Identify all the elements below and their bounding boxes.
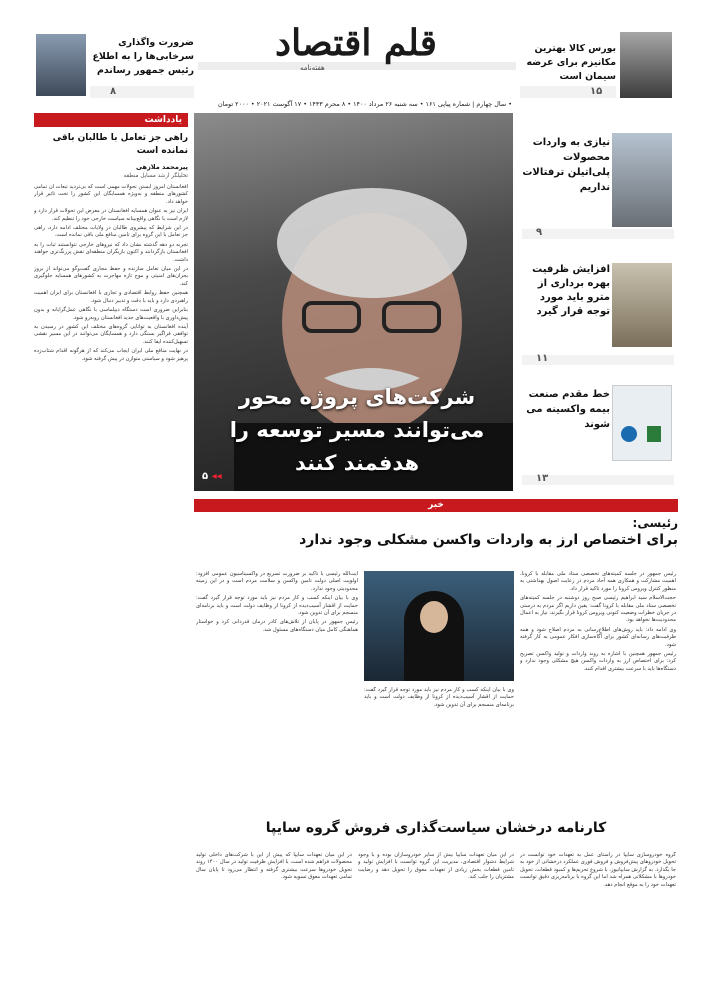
note-label-bar [34, 113, 188, 127]
news-paragraph: حجت‌الاسلام سید ابراهیم رئیسی صبح روز دوشنبه در جلسه کمیته‌های تخصصی ستاد ملی مقابله با کرونا گفت: یقین داریم اگر مردم به درستی در جریان خطرات وضعیت کنونی ویروس کرونا قرار بگیرند، نیاز به اعمال محدودیت‌ها نخواهد بود. [520, 595, 676, 624]
news-kicker: رئیسی: [632, 516, 678, 530]
hero-headline[interactable]: شرکت‌های پروژه محور می‌توانند مسیر توسعه را هدفمند کنند [229, 385, 485, 475]
note-paragraph: ایران نیز به عنوان همسایه افغانستان در معرض این تحولات قرار دارد و لازم است با نگاهی واقع‌بینانه سیاست خارجی خود را تنظیم کند. [34, 208, 188, 222]
right-item-3-page: ۱۳ [536, 473, 549, 484]
note-column [34, 113, 188, 993]
news-paragraph: وی ادامه داد: باید روش‌های اطلاع‌رسانی به مردم اصلاح شود و همه ظرفیت‌های رسانه‌ای کشور برای آگاه‌سازی افکار عمومی به کار گرفته شود. [520, 626, 676, 648]
news-col-left [196, 571, 358, 803]
right-item-2-photo [612, 263, 672, 347]
masthead [0, 0, 709, 112]
note-paragraph: بنابراین ضروری است دستگاه دیپلماسی با نگاهی عمل‌گرایانه و بدون پیش‌داوری با واقعیت‌های جدید افغانستان روبه‌رو شود. [34, 307, 188, 321]
news-paragraph: رئیس جمهور در جلسه کمیته‌های تخصصی ستاد ملی مقابله با کرونا، اهمیت مشارکت و همکاری همه آحاد مردم در رعایت اصول بهداشتی به منظور کنترل ویروس کرونا را مورد تاکید قرار داد. [520, 571, 676, 592]
left-teaser-title[interactable]: ضرورت واگذاری سرخابی‌ها را به اطلاع رئیس جمهور رساندم [92, 37, 194, 76]
note-paragraph: همچنین حفظ روابط اقتصادی و تجاری با افغانستان برای ایران اهمیت راهبردی دارد و باید با دقت و تدبیر دنبال شود. [34, 290, 188, 304]
note-label: یادداشت [144, 115, 182, 125]
right-item-1-page: ۹ [536, 227, 543, 238]
news-section [194, 499, 678, 809]
news-photo-face [420, 601, 448, 633]
note-paragraph: افغانستان امروز آبستن تحولات مهمی است که بی‌تردید تبعات آن تمامی کشورهای منطقه و به‌ویژه همسایگان این کشور را تحت تاثیر قرار خواهد داد. [34, 184, 188, 205]
masthead-logo [266, 18, 446, 78]
note-body [34, 184, 188, 984]
note-paragraph: در نهایت منافع ملی ایران ایجاب می‌کند که از هرگونه اقدام شتاب‌زده پرهیز شود و سیاستی متوازن در پیش گرفته شود. [34, 348, 188, 362]
right-item-2-title[interactable]: افزایش ظرفیت بهره برداری از مترو باید مورد توجه قرار گیرد [532, 264, 610, 317]
left-teaser-pagebar [90, 86, 194, 98]
news-col-right [520, 571, 676, 803]
right-item-2-page: ۱۱ [536, 353, 549, 364]
note-paragraph: در این میان تعامل سازنده و حفظ مجاری گفت‌وگو می‌تواند از بروز بحران‌های امنیتی و موج تازه مهاجرت به کشورهای همسایه جلوگیری کند. [34, 266, 188, 287]
hero-page [202, 471, 222, 482]
right-item-3-photo [612, 385, 672, 461]
left-teaser-page: ۸ [110, 86, 117, 97]
right-item-1-title[interactable]: نیازی به واردات محصولات پلی‌اتیلن ترفتالات نداریم [522, 137, 610, 193]
note-title[interactable]: راهی جز تعامل با طالبان باقی نمانده است [52, 133, 188, 156]
logo-subtitle: هفته‌نامه [300, 64, 325, 72]
news-headline[interactable]: برای اختصاص ارز به واردات واکسن مشکلی وجود ندارد [299, 532, 678, 548]
news-paragraph: وی با بیان اینکه کسب و کار مردم نیز باید مورد توجه قرار گیرد گفت: حمایت از اقشار آسیب‌دیده از کرونا از وظایف دولت است و باید برنامه‌ای منسجم برای آن تدوین شود. [196, 595, 358, 617]
bottom-col-mid: در این میان تعهدات سایپا بیش از سایر خودروسازان بوده و با وجود شرایط دشوار اقتصادی، مدیریت این گروه توانست با افزایش تولید و تامین قطعات بخش زیادی از تعهدات معوق را تحویل دهد و رضایت مشتریان را جلب کند. [358, 852, 514, 881]
right-teaser-photo [620, 32, 672, 98]
right-teaser-title[interactable]: بورس کالا بهترین مکانیزم برای عرضه سیمان است [526, 43, 616, 82]
logo-text: قلم اقتصاد [275, 22, 437, 64]
hero-arrow-icon: ◂◂ [211, 471, 222, 482]
news-paragraph: وی با بیان اینکه کسب و کار مردم نیز باید مورد توجه قرار گیرد گفت: حمایت از اقشار آسیب‌دیده از کرونا از وظایف دولت است و باید برنامه‌ای منسجم برای آن تدوین شود. [364, 687, 514, 708]
bottom-headline[interactable]: کارنامه درخشان سیاست‌گذاری فروش گروه سایپا [265, 820, 607, 836]
right-teaser-page: ۱۵ [590, 86, 603, 97]
note-author: پیرمحمد ملازهی [135, 163, 188, 171]
hero-photo[interactable] [194, 113, 513, 491]
news-paragraph: رئیس جمهور در پایان از تلاش‌های کادر درمان قدردانی کرد و خواستار هماهنگی کامل میان دستگاه‌های مسئول شد. [196, 619, 358, 633]
bottom-col-left: در این میان تعهدات سایپا که پیش از این با شرکت‌های داخلی تولید محصولات فراهم شده است، با افزایش ظرفیت تولید در سال ۱۴۰۰ روند تحویل خودروها سرعت بیشتری گرفته و انتظار می‌رود تا پایان سال تمامی تعهدات معوق تسویه شود. [196, 852, 352, 881]
dateline: • سال چهارم | شماره پیاپی ۱۶۱ • سه شنبه ۲۶ مرداد ۱۴۰۰ • ۸ محرم ۱۴۴۳ • ۱۷ آگوست ۲۰۲۱ • ۲۰۰۰ تومان [217, 100, 512, 108]
right-item-1-pagebar [522, 229, 674, 239]
news-col-center [364, 687, 514, 803]
right-column [518, 113, 678, 493]
hero-page-number: ۵ [202, 471, 209, 482]
note-paragraph: آینده افغانستان به توانایی گروه‌های مختلف این کشور در رسیدن به توافقی فراگیر بستگی دارد و همسایگان می‌توانند در این مسیر نقشی تسهیل‌کننده ایفا کنند. [34, 323, 188, 345]
note-paragraph: در این شرایط که پیشروی طالبان در ولایات مختلف ادامه دارد، راهی جز تعامل با این گروه برای تامین منافع ملی باقی نمانده است. [34, 225, 188, 239]
news-paragraph: آیت‌الله رئیسی با تاکید بر ضرورت تسریع در واکسیناسیون عمومی افزود: اولویت اصلی دولت تامین واکسن و سلامت مردم است و در این زمینه محدودیتی وجود ندارد. [196, 571, 358, 592]
news-paragraph: رئیس جمهور همچنین با اشاره به روند واردات و تولید واکسن تصریح کرد: برای اختصاص ارز به واردات واکسن هیچ مشکلی وجود ندارد و دستگاه‌ها باید با سرعت بیشتری اقدام کنند. [520, 651, 676, 672]
bottom-section [194, 816, 678, 986]
note-paragraph: تجربه دو دهه گذشته نشان داد که نیروهای خارجی نتوانستند ثبات را به افغانستان بازگردانند و اکنون بازیگران منطقه‌ای نقش پررنگ‌تری خواهند داشت. [34, 241, 188, 263]
emblem-icon [647, 426, 661, 442]
left-teaser-photo [36, 34, 86, 96]
news-label: خبر [428, 500, 444, 510]
news-photo [364, 571, 514, 681]
right-item-1-photo [612, 133, 672, 227]
insurance-logo-icon [621, 426, 637, 442]
bottom-col-right: گروه خودروسازی سایپا در راستای عمل به تعهدات خود توانست در تحویل خودروهای پیش‌فروش و فروش فوری عملکرد درخشانی از خود به جا بگذارد. به گزارش سایپانیوز، با شروع تحریم‌ها و کمبود قطعات، تحویل خودروها با مشکلاتی همراه شد اما این گروه با برنامه‌ریزی دقیق توانست تعهدات خود را به موقع انجام دهد. [520, 852, 676, 888]
note-author-role: تحلیلگر ارشد مسایل منطقه [123, 173, 188, 179]
news-label-bar [194, 499, 678, 512]
right-item-3-title[interactable]: خط مقدم صنعت بیمه واکسینه می شوند [526, 389, 610, 430]
